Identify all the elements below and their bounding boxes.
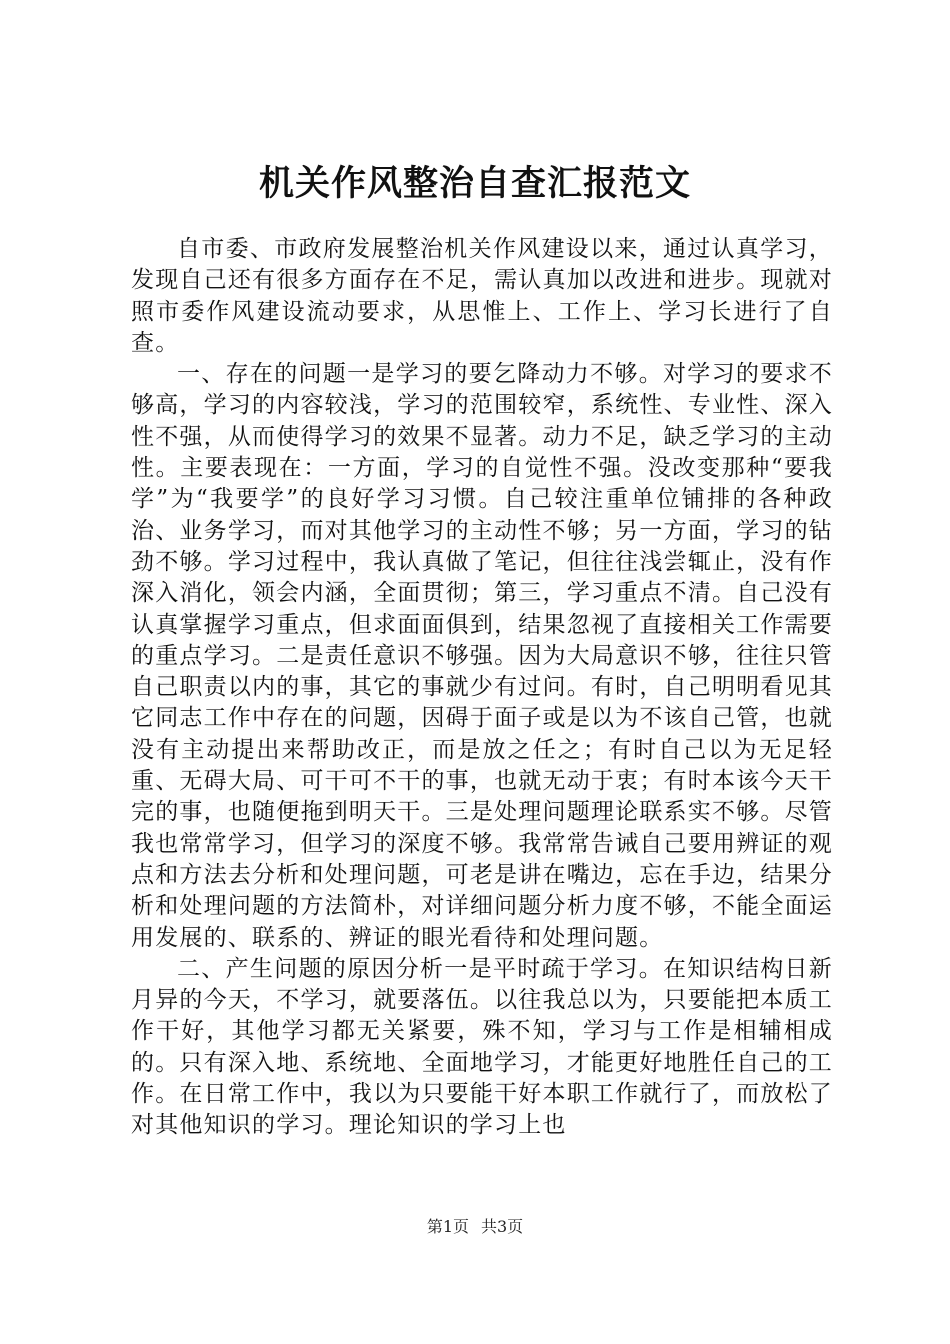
paragraph-cause-analysis: 二、产生问题的原因分析一是平时疏于学习。在知识结构日新月异的今天，不学习，就要落伍。以往我总以为，只要能把本质工作干好，其他学习都无关紧要，殊不知，学习与工作是相辅相成的。只有深入地、系统地、全面地学习，才能更好地胜任自己的工作。在日常工作中，我以为只要能干好本职工作就行了，而放松了对其他知识的学习。理论知识的学习上也 bbox=[131, 955, 833, 1139]
page-footer bbox=[0, 1216, 950, 1238]
paragraph-existing-problems: 一、存在的问题一是学习的要乞降动力不够。对学习的要求不够高，学习的内容较浅，学习的范围较窄，系统性、专业性、深入性不强，从而使得学习的效果不显著。动力不足，缺乏学习的主动性。主要表现在：一方面，学习的自觉性不强。没改变那种“要我学”为“我要学”的良好学习习惯。自己较注重单位铺排的各种政治、业务学习，而对其他学习的主动性不够；另一方面，学习的钻劲不够。学习过程中，我认真做了笔记，但往往浅尝辄止，没有作深入消化，领会内涵，全面贯彻；第三，学习重点不清。自己没有认真掌握学习重点，但求面面俱到，结果忽视了直接相关工作需要的重点学习。二是责任意识不够强。因为大局意识不够，往往只管自己职责以内的事，其它的事就少有过问。有时，自己明明看见其它同志工作中存在的问题，因碍于面子或是以为不该自己管，也就没有主动提出来帮助改正，而是放之任之；有时自己以为无足轻重、无碍大局、可干可不干的事，也就无动于衷；有时本该今天干完的事，也随便拖到明天干。三是处理问题理论联系实不够。尽管我也常常学习，但学习的深度不够。我常常告诫自己要用辨证的观点和方法去分析和处理问题，可老是讲在嘴边，忘在手边，结果分析和处理问题的方法简朴，对详细问题分析力度不够，不能全面运用发展的、联系的、辨证的眼光看待和处理问题。 bbox=[131, 361, 833, 951]
paragraph-intro: 自市委、市政府发展整治机关作风建设以来，通过认真学习，发现自己还有很多方面存在不足，需认真加以改进和进步。现就对照市委作风建设流动要求，从思惟上、工作上、学习长进行了自查。 bbox=[131, 236, 833, 356]
page-number: 第1页 bbox=[426, 1217, 469, 1236]
document-body bbox=[131, 234, 833, 1142]
page-total: 共3页 bbox=[481, 1217, 524, 1236]
document-title: 机关作风整治自查汇报范文 bbox=[258, 163, 691, 204]
